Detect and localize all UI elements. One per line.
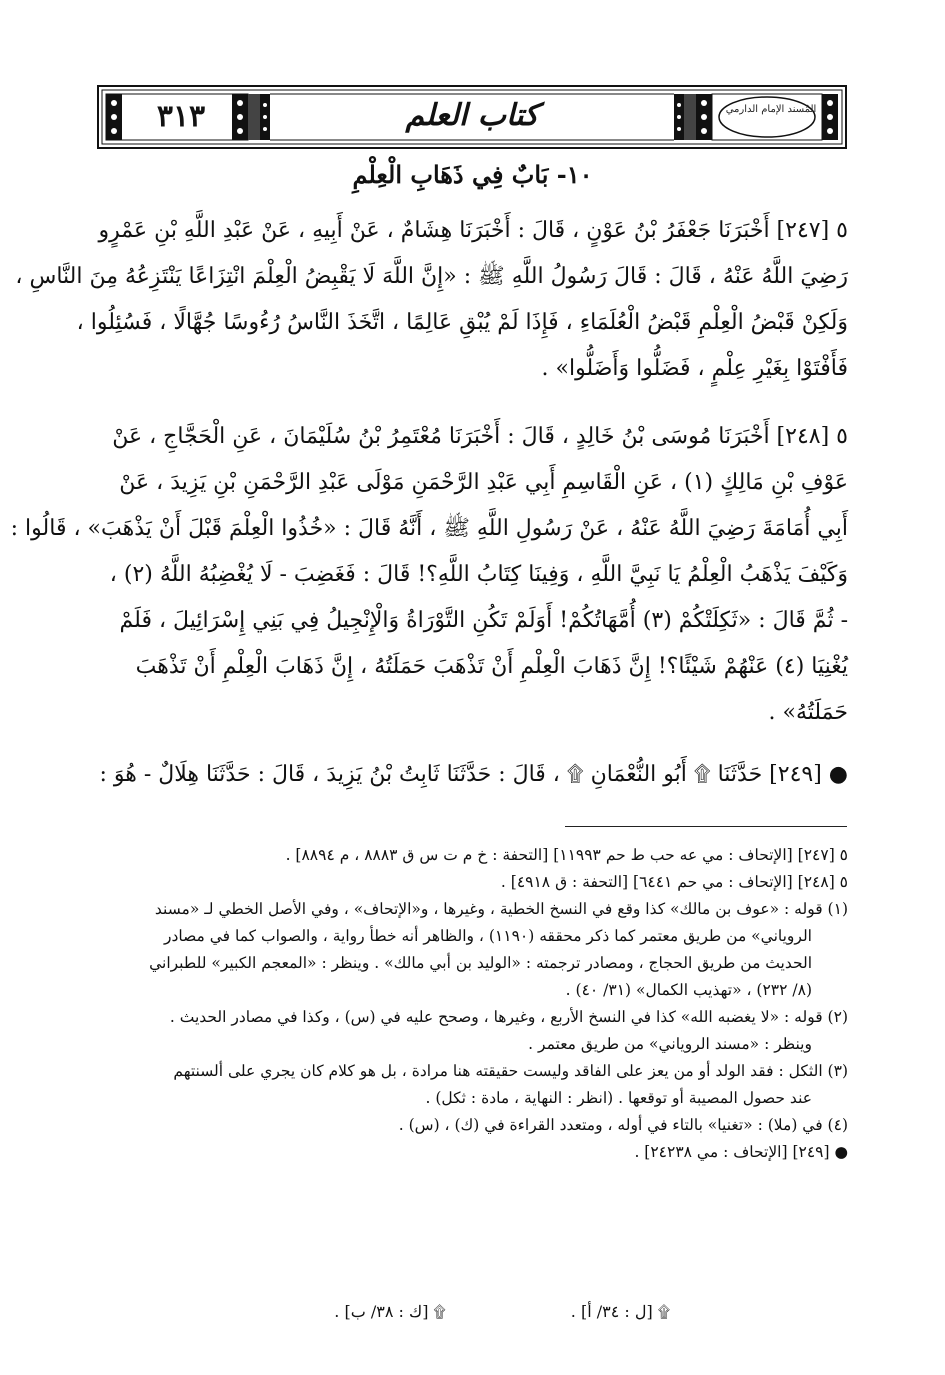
footnote-line: وينظر : «مسند الروياني» من طريق معتمر . [528, 1035, 812, 1053]
footnote-divider [565, 826, 847, 827]
footnote-line: ٥ [٢٤٧] [الإتحاف : مي عه حب ط حم ١١٩٩٣] [التحفة : خ م ت س ق ٨٨٨٣ ، م ٨٨٩٤] . [285, 846, 848, 864]
chapter-title: ١٠- بَابٌ فِي ذَهَابِ الْعِلْمِ [352, 160, 593, 189]
text-line: رَضِيَ اللَّهُ عَنْهُ ، قَالَ : قَالَ رَسُولُ اللَّهِ ﷺ : «إِنَّ اللَّهَ لَا يَقْبِضُ الْعِلْمَ انْتِزَاعًا يَنْتَزِعُهُ مِنَ النَّاسِ ، [15, 264, 848, 289]
footnotes [100, 842, 848, 1166]
text-line: وَلَكِنْ قَبْضُ الْعِلْمِ قَبْضُ الْعُلَمَاءِ ، فَإِذَا لَمْ يُبْقِ عَالِمًا ، اتَّخَذَ النَّاسُ رُءُوسًا جُهَّالًا ، فَسُئِلُوا ، [76, 310, 848, 335]
page-header [97, 85, 847, 149]
text-line: عَوْفِ بْنِ مَالِكٍ (١) ، عَنِ الْقَاسِمِ أَبِي عَبْدِ الرَّحْمَنِ مَوْلَى عَبْدِ الرَّحْمَنِ بْنِ يَزِيدَ ، عَنْ [119, 470, 848, 495]
footnote-line: عند حصول المصيبة أو توقعها . (انظر : النهاية ، مادة : ثكل) . [425, 1089, 812, 1107]
footnote-line: (٨/ ٢٣٢) ، «تهذيب الكمال» (٣١/ ٤٠) . [565, 981, 812, 999]
running-title: كتاب العلم [405, 98, 539, 133]
footnote-line: (١) قوله : «عوف بن مالك» كذا وقع في النسخ الخطية ، وغيرها ، و«الإتحاف» ، وفي الأصل الخطي لـ «مسند [154, 900, 848, 918]
text-line: فَأَفْتَوْا بِغَيْرِ عِلْمٍ ، فَضَلُّوا وَأَضَلُّوا» . [541, 356, 848, 381]
hadith-247 [15, 208, 848, 392]
text-line: ● [٢٤٩] حَدَّثَنَا ۩ أَبُو النُّعْمَانِ ۩ ، قَالَ : حَدَّثَنَا ثَابِتُ بْنُ يَزِيدَ ، قَالَ : حَدَّثَنَا هِلَالٌ - هُوَ : [99, 762, 848, 787]
folio-references [190, 1302, 670, 1322]
text-line: - ثُمَّ قَالَ : «ثَكِلَتْكُمْ (٣) أُمَّهَاتُكُمْ! أَوَلَمْ تَكُنِ التَّوْرَاةُ وَالْإِنْجِيلُ فِي بَنِي إِسْرَائِيلَ ، فَلَمْ [119, 608, 848, 633]
text-line: حَمَلَتُهُ» . [768, 700, 848, 725]
footnote-line: (٤) في (ملا) : «تغنيا» بالتاء في أوله ، ومتعدد القراءة في (ك) ، (س) . [398, 1116, 848, 1134]
footnote-line: (٣) الثكل : فقد الولد أو من يعز على الفاقد وليست حقيقته هنا مرادة ، بل هو كلام كان يجري على ألسنتهم [173, 1062, 848, 1080]
hadith-248 [10, 414, 848, 736]
text-line: أَبِي أُمَامَةَ رَضِيَ اللَّهُ عَنْهُ ، عَنْ رَسُولِ اللَّهِ ﷺ ، أَنَّهُ قَالَ : «خُذُوا الْعِلْمَ قَبْلَ أَنْ يَذْهَبَ» ، قَالُوا : [10, 516, 848, 541]
book-seal: المُسند الإمام الدارمي [725, 104, 817, 115]
text-line: وَكَيْفَ يَذْهَبُ الْعِلْمُ يَا نَبِيَّ اللَّهِ ، وَفِينَا كِتَابُ اللَّهِ؟! قَالَ : فَغَضِبَ - لَا يُغْضِبُهُ اللَّهُ (٢) ، [109, 562, 848, 587]
footnote-line: (٢) قوله : «لا يغضبه الله» كذا في النسخ الأربع ، وغيرها ، وصحح عليه في (س) ، وكذا في مصادر الحديث . [169, 1008, 848, 1026]
folio-ref-right: ۩ [ك : ٣٨/ ب] . [334, 1302, 446, 1321]
footnote-line: ٥ [٢٤٨] [الإتحاف : مي حم ٦٤٤١] [التحفة : ق ٤٩١٨] . [500, 873, 848, 891]
text-line: يُغْنِيَا (٤) عَنْهُمْ شَيْئًا؟! إِنَّ ذَهَابَ الْعِلْمِ أَنْ تَذْهَبَ حَمَلَتُهُ ، إِنَّ ذَهَابَ الْعِلْمِ أَنْ تَذْهَبَ [135, 654, 848, 679]
footnote-line: الحديث من طريق الحجاج ، ومصادر ترجمته : «الوليد بن أبي مالك» . وينظر : «المعجم الكبير» للطبراني [149, 954, 812, 972]
text-line: ٥ [٢٤٧] أَخْبَرَنَا جَعْفَرُ بْنُ عَوْنٍ ، قَالَ : أَخْبَرَنَا هِشَامٌ ، عَنْ أَبِيهِ ، عَنْ عَبْدِ اللَّهِ بْنِ عَمْرٍو [98, 218, 848, 243]
footnote-line: ● [٢٤٩] [الإتحاف : مي ٢٤٢٣٨] . [634, 1143, 848, 1161]
footnote-line: الروياني» من طريق معتمر كما ذكر محققه (١١٩٠) ، والظاهر أنه خطأ رواية ، والصواب كما في مصادر [163, 927, 812, 945]
folio-ref-left: ۩ [ل : ٣٤/ أ] . [570, 1302, 670, 1321]
text-line: ٥ [٢٤٨] أَخْبَرَنَا مُوسَى بْنُ خَالِدٍ ، قَالَ : أَخْبَرَنَا مُعْتَمِرُ بْنُ سُلَيْمَانَ ، عَنِ الْحَجَّاجِ ، عَنْ [112, 424, 848, 449]
hadith-249 [100, 752, 848, 798]
page-number: ٣١٣ [156, 99, 206, 134]
